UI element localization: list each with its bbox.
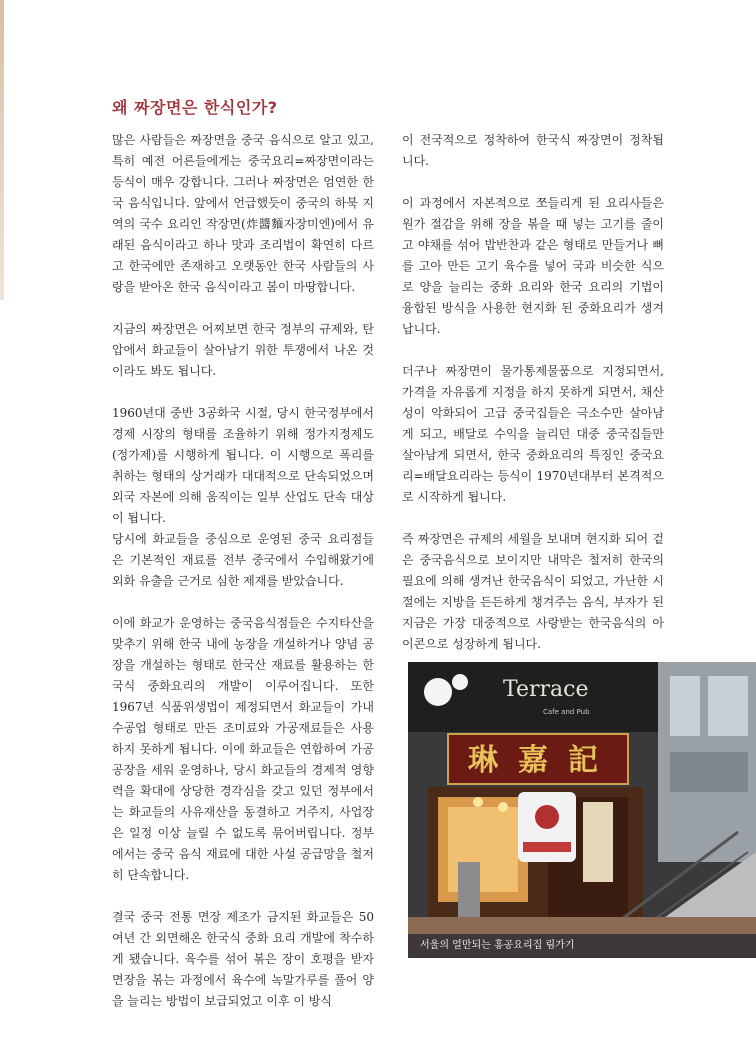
sign-char-2: 嘉 xyxy=(518,743,548,778)
paragraph: 지금의 짜장면은 어찌보면 한국 정부의 규제와, 탄압에서 화교들이 살아남기 위한 투쟁에서 나온 것이라도 봐도 됩니다. xyxy=(112,322,374,378)
sign-english: Terrace xyxy=(503,677,589,702)
left-text-column xyxy=(112,130,374,1033)
paragraph: 이 과정에서 자본적으로 쪼들리게 된 요리사들은 원가 절감을 위해 장을 볶을 때 넣는 고기를 줄이고 야채를 섞어 밥반찬과 같은 형태로 만들거나 뼈를 고아 만든 고기 육수를 넣어 국과 비슷한 식으로 양을 늘리는 중화 요리와 한국 요리의 기법이 융합된 방식을 사용한 현지화 된 중화요리가 생겨납니다. xyxy=(402,196,664,336)
section-heading: 왜 짜장면은 한식인가? xyxy=(112,98,278,117)
paragraph: 즉 짜장면은 규제의 세월을 보내며 현지화 되어 겉은 중국음식으로 보이지만 내막은 철저히 한국의 필요에 의해 생겨난 한국음식이 되었고, 가난한 시절에는 지방을 든든하게 챙겨주는 음식, 부자가 된 지금은 가장 대중적으로 사랑받는 한국음식의 아이콘으로 성장하게 됩니다. xyxy=(402,532,664,651)
restaurant-photo xyxy=(408,662,756,958)
right-text-column xyxy=(402,130,664,676)
paragraph: 결국 중국 전통 면장 제조가 금지된 화교들은 50여년 간 외면해온 한국식 중화 요리 개발에 착수하게 됐습니다. 육수를 섞어 볶은 장이 호평을 받자 면장을 볶는 과정에서 육수에 녹말가루를 풀어 양을 늘리는 방법이 보급되었고 이후 이 방식 xyxy=(112,910,374,1008)
sign-char-3: 記 xyxy=(568,743,598,778)
decorative-edge-strip xyxy=(0,0,4,300)
paragraph: 더구나 짜장면이 물가통제물품으로 지정되면서, 가격을 자유롭게 지정을 하지 못하게 되면서, 채산성이 악화되어 고급 중국집들은 극소수만 살아남게 되고, 배달로 수익을 늘리던 대중 중국집들만 살아남게 되면서, 한국 중화요리의 특징인 중국요리=배달요리라는 등식이 1970년대부터 본격적으로 시작하게 됩니다. xyxy=(402,364,664,504)
restaurant-illustration xyxy=(408,662,756,958)
paragraph: 많은 사람들은 짜장면을 중국 음식으로 알고 있고, 특히 예전 어른들에게는 중국요리=짜장면이라는 등식이 매우 강합니다. 그러나 짜장면은 엄연한 한국 음식입니다. 앞에서 언급했듯이 중국의 하북 지역의 국수 요리인 작장면(炸醬麵자장미엔)에서 유래된 음식이라고 하나 맛과 조리법이 확연히 다르고 한국에만 존재하고 오랫동안 한국 사람들의 사랑을 받아온 한국 음식이라고 봄이 마땅합니다. xyxy=(112,133,374,294)
sign-char-1: 琳 xyxy=(468,743,498,778)
paragraph: 이에 화교가 운영하는 중국음식점들은 수지타산을 맞추기 위해 한국 내에 농장을 개설하거나 양념 공장을 개설하는 형태로 한국산 재료를 활용하는 한국식 중화요리의 개발이 이루어집니다. 또한 1967년 식품위생법이 제정되면서 화교들이 가내수공업 형태로 만든 조미료와 가공재료들은 사용하지 못하게 됩니다. 이에 화교들은 연합하여 가공 공장을 세워 운영하나, 당시 화교들의 경제적 영향력을 확대에 상당한 경각심을 갖고 있던 정부에서는 화교들의 사유재산을 동결하고 거주지, 사업장은 일정 이상 늘릴 수 없도록 묶어버립니다. 정부에서는 중국 음식 재료에 대한 사설 공급망을 철저히 단속합니다. xyxy=(112,616,374,882)
photo-caption: 서울의 얼만되는 홍공요리집 림가기 xyxy=(408,934,756,958)
paragraph: 당시에 화교들을 중심으로 운영된 중국 요리점들은 기본적인 재료를 전부 중국에서 수입해왔기에 외화 유출을 근거로 심한 제재를 받았습니다. xyxy=(112,532,374,588)
paragraph: 이 전국적으로 정착하여 한국식 짜장면이 정착됩니다. xyxy=(402,133,664,168)
sign-small: Cafe and Pub xyxy=(543,708,590,716)
paragraph: 1960년대 중반 3공화국 시절, 당시 한국정부에서 경제 시장의 형태를 조율하기 위해 정가지정제도(정가제)를 시행하게 됩니다. 이 시행으로 폭리를 취하는 형태의 상거래가 대대적으로 단속되었으며 외국 자본에 의해 움직이는 일부 산업도 단속 대상이 됩니다. xyxy=(112,406,374,525)
